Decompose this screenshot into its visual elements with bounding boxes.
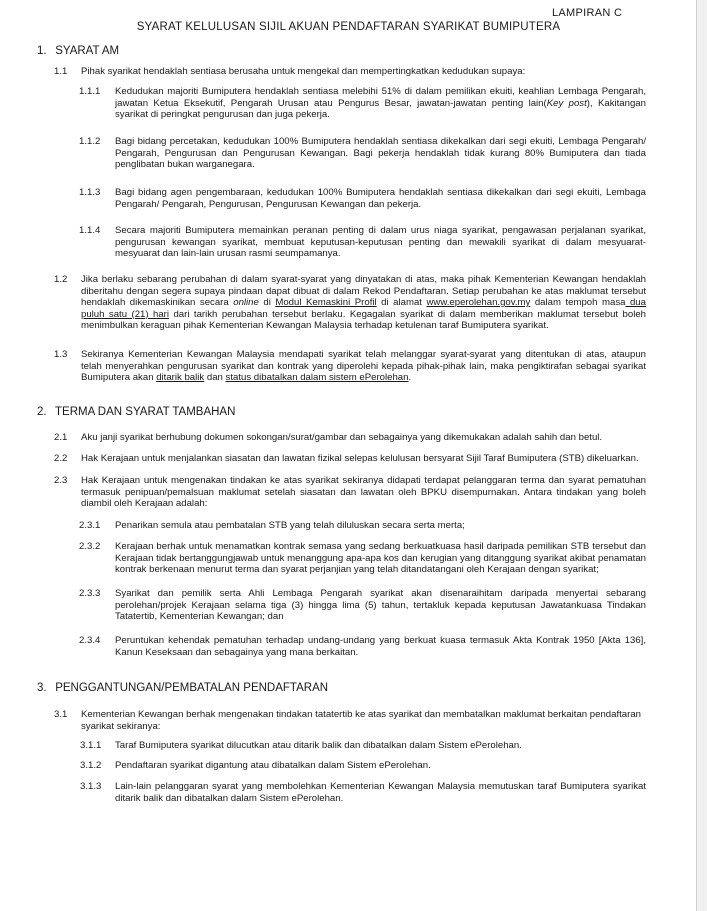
clause-number: 3.1.2 bbox=[80, 760, 102, 771]
clause-number: 2.3.3 bbox=[79, 588, 101, 599]
clause-text: Pihak syarikat hendaklah sentiasa berusaha untuk mengekal dan mempertingkatkan kedudukan supaya: bbox=[81, 66, 526, 77]
clause-number: 1.1.2 bbox=[79, 136, 101, 147]
eperolehan-url-link[interactable]: www.eperolehan.gov.my bbox=[426, 297, 531, 308]
section-title: SYARAT AM bbox=[55, 45, 120, 57]
text-part: dalam tempoh masa bbox=[530, 297, 626, 308]
clause-number: 2.3.2 bbox=[79, 541, 101, 552]
clause-text: Taraf Bumiputera syarikat dilucutkan atau ditarik balik dan dibatalkan dalam Sistem ePerolehan. bbox=[115, 740, 522, 751]
text-part: di alamat bbox=[376, 297, 427, 308]
text-part: dari tarikh perubahan tersebut berlaku. Kegagalan syarikat di dalam memberikan maklumat tersebut boleh menimbulkan keraguan pihak Kementerian Kewangan Malaysia terhadap ketulenan taraf Bumiputera syarikat. bbox=[81, 308, 646, 331]
clause-text: Aku janji syarikat berhubung dokumen sokongan/surat/gambar dan sebagainya yang dikemukakan adalah sahih dan betul. bbox=[81, 432, 603, 443]
clause-number: 2.3 bbox=[54, 475, 68, 486]
clause-number: 1.1.4 bbox=[79, 225, 101, 236]
ditarik-balik-underlined: ditarik balik bbox=[156, 372, 205, 383]
modul-kemaskini-profil-link: Modul Kemaskini Profil bbox=[275, 297, 377, 308]
viewer-scroll-edge[interactable] bbox=[696, 0, 707, 911]
section-3-heading bbox=[37, 682, 328, 694]
section-number: 1. bbox=[37, 45, 47, 57]
clause-text: Peruntukan kehendak pematuhan terhadap undang-undang yang berkuat kuasa termasuk Akta Kontrak 1950 [Akta 136], Kanun Keseksaan dan sebagainya yang mana berkaitan. bbox=[115, 635, 646, 658]
clause-number: 3.1.1 bbox=[80, 740, 102, 751]
clause-text: Hak Kerajaan untuk mengenakan tindakan ke atas syarikat sekiranya didapati terdapat pelanggaran terma dan syarat pematuhan termasuk penipuan/pemalsuan maklumat setelah siasatan dan lawatan oleh BPKU disempurnakan. Antara tindakan yang boleh diambil oleh Kerajaan adalah: bbox=[81, 475, 646, 509]
section-2-heading bbox=[37, 406, 235, 418]
clause-number: 2.3.4 bbox=[79, 635, 101, 646]
section-title: PENGGANTUNGAN/PEMBATALAN PENDAFTARAN bbox=[55, 682, 329, 694]
status-dibatalkan-underlined: status dibatalkan dalam sistem ePerolehan bbox=[225, 372, 409, 383]
clause-text: Kementerian Kewangan berhak mengenakan tindakan tatatertib ke atas syarikat dan membatalkan maklumat berkaitan pendaftaran syarikat sekiranya: bbox=[81, 709, 641, 732]
clause-text bbox=[115, 86, 646, 121]
text-part: di bbox=[258, 297, 276, 308]
clause-text: Kerajaan berhak untuk menamatkan kontrak semasa yang sedang berkuatkuasa hasil daripada pemilikan STB tersebut dan Kerajaan tidak bertanggungjawab untuk menanggung apa-apa kos dan kerugian yang ditanggung syarikat akibat penamatan kontrak berkenaan menurut terma dan syarat perjanjian yang telah ditandatangani oleh Kerajaan dengan syarikat; bbox=[115, 541, 646, 575]
clause-number: 1.1.3 bbox=[79, 187, 101, 198]
clause-number: 1.3 bbox=[54, 349, 68, 360]
clause-text bbox=[81, 349, 646, 384]
text-part: dan bbox=[204, 372, 226, 383]
text-part: ), Kakitangan syarikat di peringkat pengurusan dan juga pekerja. bbox=[115, 97, 646, 120]
online-italic: online bbox=[233, 297, 259, 308]
section-number: 2. bbox=[37, 406, 47, 418]
appendix-label: LAMPIRAN C bbox=[552, 7, 623, 19]
clause-text: Hak Kerajaan untuk menjalankan siasatan dan lawatan fizikal selepas kelulusan bersyarat Sijil Taraf Bumiputera (STB) dikeluarkan. bbox=[81, 453, 639, 464]
clause-text: Bagi bidang agen pengembaraan, kedudukan 100% Bumiputera hendaklah sentiasa dikekalkan dari segi ekuiti, Lembaga Pengarah/ Pengarah, Pengurusan, Pengurusan Kewangan dan pekerja. bbox=[115, 187, 646, 210]
clause-number: 1.1 bbox=[54, 66, 68, 77]
clause-text: Syarikat dan pemilik serta Ahli Lembaga Pengarah syarikat akan disenaraihitam daripada menyertai sebarang perolehan/projek Kerajaan selama tiga (3) hingga lima (5) tahun, tertakluk kepada keputusan Jawatankuasa Tindakan Tatatertib, Kementerian Kewangan; dan bbox=[115, 588, 646, 622]
section-number: 3. bbox=[37, 682, 47, 694]
text-part: Jika berlaku sebarang perubahan di dalam syarat-syarat yang dinyatakan di atas, maka pihak Kementerian Kewangan hendaklah diberitahu dengan segera supaya pindaan dapat dibuat di dalam Rekod Pendaftaran. Setiap perubahan ke atas maklumat tersebut hendaklah dikemaskinikan secara bbox=[81, 274, 646, 308]
key-post-italic: Key post bbox=[546, 97, 587, 109]
text-part: Kedudukan majoriti Bumiputera hendaklah sentiasa melebihi 51% di dalam pemilikan ekuiti, keahlian Lembaga Pengarah, jawatan Ketua Eksekutif, Pengarah Urusan atau Pengurus Besar, jawatan-jawatan penting lain( bbox=[115, 86, 646, 109]
clause-number: 3.1 bbox=[54, 709, 68, 720]
clause-number: 2.2 bbox=[54, 453, 68, 464]
section-title: TERMA DAN SYARAT TAMBAHAN bbox=[55, 406, 236, 418]
clause-text: Secara majoriti Bumiputera memainkan peranan penting di dalam urus niaga syarikat, pengawasan perjalanan syarikat, pengurusan kewangan syarikat, membuat keputusan-keputusan penting dan mewakili syarikat di dalam mesyuarat-mesyuarat dan lain-lain urusan rasmi seumpamanya. bbox=[115, 225, 646, 259]
clause-number: 2.3.1 bbox=[79, 520, 101, 531]
text-part: Sekiranya Kementerian Kewangan Malaysia mendapati syarikat telah melanggar syarat-syarat yang ditentukan di atas, ataupun telah menyerahkan pengurusan syarikat dan kontrak yang diperolehi kepada pihak-pihak lain, maka pengiktirafan sebagai syarikat Bumiputera akan bbox=[81, 349, 646, 383]
clause-number: 1.2 bbox=[54, 274, 68, 285]
clause-number: 3.1.3 bbox=[80, 781, 102, 792]
clause-text: Lain-lain pelanggaran syarat yang membolehkan Kementerian Kewangan Malaysia memutuskan taraf Bumiputera syarikat ditarik balik dan dibatalkan dalam Sistem ePerolehan. bbox=[115, 781, 646, 804]
clause-text: Bagi bidang percetakan, kedudukan 100% Bumiputera hendaklah sentiasa dikekalkan dari segi ekuiti, Lembaga Pengarah/ Pengarah, Pengurusan dan Pengurusan Kewangan. Bagi pekerja hendaklah tidak kurang 80% Bumiputera dan tiada penglibatan bukan warganegara. bbox=[115, 136, 646, 170]
duration-underlined: dua puluh satu (21) hari bbox=[81, 297, 646, 320]
document-title: SYARAT KELULUSAN SIJIL AKUAN PENDAFTARAN SYARIKAT BUMIPUTERA bbox=[136, 21, 561, 33]
section-1-heading bbox=[37, 45, 119, 57]
clause-number: 2.1 bbox=[54, 432, 68, 443]
clause-text: Pendaftaran syarikat digantung atau dibatalkan dalam Sistem ePerolehan. bbox=[115, 760, 431, 771]
clause-text: Penarikan semula atau pembatalan STB yang telah diluluskan secara serta merta; bbox=[115, 520, 465, 531]
text-part: . bbox=[408, 372, 412, 383]
clause-number: 1.1.1 bbox=[79, 86, 101, 97]
clause-text bbox=[81, 274, 646, 332]
